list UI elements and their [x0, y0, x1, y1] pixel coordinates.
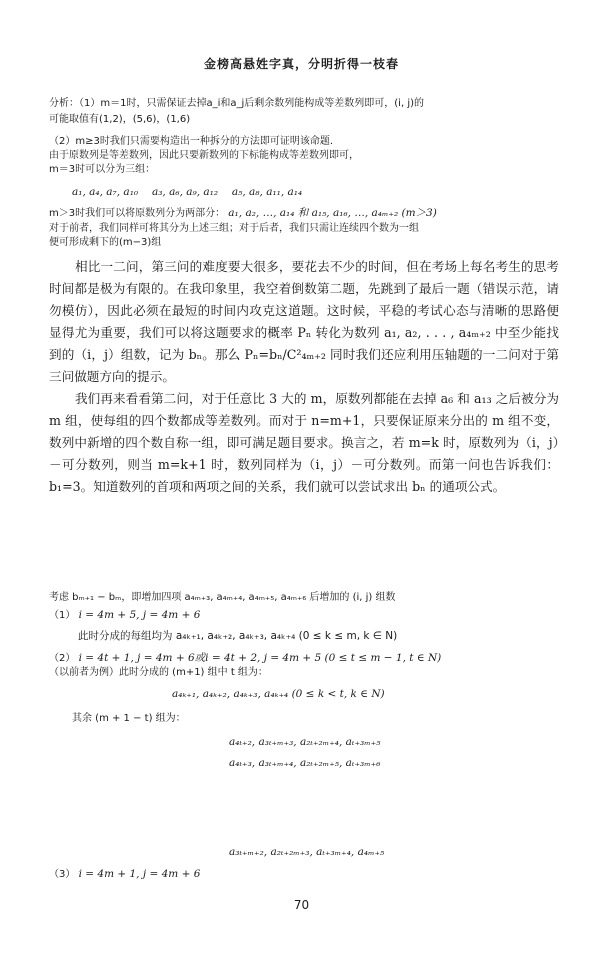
case-3-expr: i = 4m + 1, j = 4m + 6 [78, 868, 201, 880]
page-number: 70 [293, 898, 310, 912]
case-2-expr: i = 4t + 1, j = 4m + 6或i = 4t + 2, j = 4m + 5 (0 ≤ t ≤ m − 1, t ∈ N) [78, 652, 442, 664]
case-2-label: （2） [49, 653, 76, 664]
analysis-line-8: 便可形成剩下的(m−3)组 [49, 237, 162, 248]
analysis-line-5: m＝3时可以分为三组： [49, 164, 156, 175]
case-1-group: 此时分成的每组均为 a₄ₖ₊₁, a₄ₖ₊₂, a₄ₖ₊₃, a₄ₖ₊₄ (0 ≤ k ≤ m, k ∈ N) [78, 630, 398, 642]
analysis-line-3: （2）m≥3时我们只需要构造出一种拆分的方法即可证明该命题. [49, 136, 334, 147]
body-text [49, 256, 559, 498]
analysis-line-4: 由于原数列是等差数列，因此只要新数列的下标能构成等差数列即可， [49, 150, 359, 161]
analysis-line-6 [49, 206, 437, 221]
case-2-group: a₄ₖ₊₁, a₄ₖ₊₂, a₄ₖ₊₃, a₄ₖ₊₄ (0 ≤ k < t, k ∈ N) [172, 688, 385, 700]
rest-group-2: a₄ₜ₊₃, a₃ₜ₊ₘ₊₄, a₂ₜ₊₂ₘ₊₅, aₜ₊₃ₘ₊₆ [229, 757, 381, 769]
case-1-expr: i = 4m + 5, j = 4m + 6 [78, 609, 201, 621]
case-3 [49, 867, 200, 882]
case-2-rest: 其余 (m + 1 − t) 组为： [72, 713, 186, 724]
case-2 [49, 651, 441, 666]
three-groups-formula: a₁, a₄, a₇, a₁₀ a₃, a₆, a₉, a₁₂ a₅, a₈, a₁₁, a₁₄ [72, 186, 303, 198]
consider-line: 考虑 bₘ₊₁ − bₘ，即增加四项 a₄ₘ₊₃, a₄ₘ₊₄, a₄ₘ₊₅, a₄ₘ₊₆ 后增加的 (i, j) 组数 [49, 592, 396, 603]
paragraph-1: 相比一二问，第三问的难度要大很多，要花去不少的时间，但在考场上每名考生的思考时间都是极为有限的。在我印象里，我空着倒数第二题，先跳到了最后一题（错误示范，请勿模仿），因此必须在最短的时间内攻克这道题。这时候，平稳的考试心态与清晰的思路便显得尤为重要，我们可以将这题要求的概率 Pₙ 转化为数列 a₁, a₂, . . . , a₄ₘ₊₂ 中至少能找到的（i，j）组数，记为 bₙ。那么 Pₙ=bₙ/C²₄ₘ₊₂ 同时我们还应利用压轴题的一二问对于第三问做题方向的提示。 [49, 259, 559, 384]
paragraph-2: 我们再来看看第二问，对于任意比 3 大的 m，原数列都能在去掉 a₆ 和 a₁₃ 之后被分为 m 组，使每组的四个数都成等差数列。而对于 n=m+1，只要保证原来分出的 m 组不变，数列中新增的四个数自称一组，即可满足题目要求。换言之，若 m=k 时，原数列为（i，j）－可分数列，则当 m=k+1 时，数列同样为（i，j）－可分数列。而第一问也告诉我们：b₁=3。知道数列的首项和两项之间的关系，我们就可以尝试求出 bₙ 的通项公式。 [49, 391, 559, 494]
case-2-note: （以前者为例）此时分成的 (m+1) 组中 t 组为： [49, 667, 268, 678]
analysis-line-1: 分析：（1）m＝1时，只需保证去掉a_i和a_j后剩余数列能构成等差数列即可，(i, j)的 [49, 98, 424, 109]
analysis-line-7: 对于前者，我们同样可将其分为上述三组；对于后者，我们只需让连续四个数为一组 [49, 223, 419, 234]
page-header: 金榜高悬姓字真，分明折得一枝春 [203, 57, 399, 71]
rest-group-1: a₄ₜ₊₂, a₃ₜ₊ₘ₊₃, a₂ₜ₊₂ₘ₊₄, aₜ₊₃ₘ₊₅ [229, 736, 381, 748]
case-1-label: （1） [49, 610, 76, 621]
analysis-line-2: 可能取值有(1,2)，(5,6)，(1,6) [49, 114, 191, 125]
rest-group-3: a₃ₜ₊ₘ₊₂, a₂ₜ₊₂ₘ₊₃, aₜ₊₃ₘ₊₄, a₄ₘ₊₅ [229, 846, 385, 858]
analysis-line-6-text: m＞3时我们可以将原数列分为两部分： [49, 208, 226, 219]
two-parts-formula: a₁, a₂, …, a₁₄ 和 a₁₅, a₁₆, …, a₄ₘ₊₂ (m＞3) [228, 207, 437, 219]
case-1 [49, 608, 200, 623]
case-3-label: （3） [49, 869, 76, 880]
